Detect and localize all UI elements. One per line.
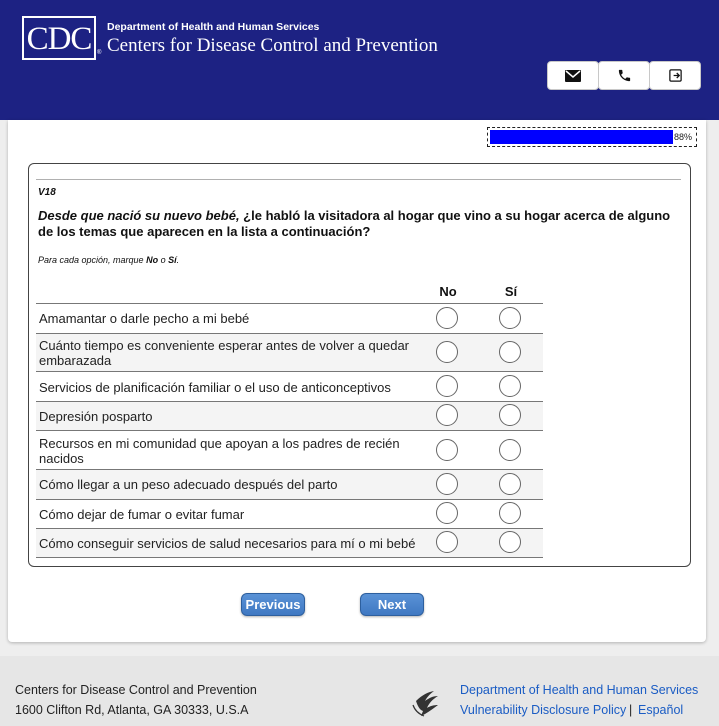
department-name: Department of Health and Human Services [107, 21, 320, 33]
table-row [36, 431, 543, 469]
cdc-logo[interactable] [22, 16, 96, 60]
radio-no[interactable] [436, 502, 458, 524]
row-label: Servicios de planificación familiar o el uso de anticonceptivos [39, 380, 391, 395]
radio-si[interactable] [499, 307, 521, 329]
row-label: Cómo conseguir servicios de salud necesarios para mí o mi bebé [39, 536, 416, 551]
mail-icon [565, 70, 581, 82]
instruction-end: . [176, 255, 180, 265]
instruction-prefix: Para cada opción, marque [38, 255, 147, 265]
radio-si[interactable] [499, 404, 521, 426]
email-button[interactable] [547, 61, 599, 90]
radio-no[interactable] [436, 531, 458, 553]
footer-address: 1600 Clifton Rd, Atlanta, GA 30333, U.S.A [15, 703, 249, 717]
row-label: Amamantar o darle pecho a mi bebé [39, 311, 250, 326]
radio-si[interactable] [499, 375, 521, 397]
row-label: Cómo llegar a un peso adecuado después del parto [39, 477, 338, 492]
table-row [36, 529, 543, 557]
row-label: Depresión posparto [39, 409, 153, 424]
radio-no[interactable] [436, 473, 458, 495]
radio-si[interactable] [499, 341, 521, 363]
logo-text: CDC [26, 21, 92, 57]
exit-icon [668, 68, 683, 83]
divider [36, 179, 681, 180]
spanish-link[interactable]: Español [638, 703, 684, 717]
radio-no[interactable] [436, 341, 458, 363]
instruction-no: No [146, 255, 159, 265]
table-row [36, 334, 543, 371]
progress-fill [490, 130, 673, 144]
next-button[interactable]: Next [360, 593, 424, 616]
footer-org: Centers for Disease Control and Prevention [15, 683, 257, 697]
hhs-eagle-icon [410, 683, 446, 717]
radio-no[interactable] [436, 307, 458, 329]
table-row [36, 402, 543, 430]
row-label: Recursos en mi comunidad que apoyan a los padres de recién nacidos [39, 436, 400, 466]
exit-button[interactable] [649, 61, 701, 90]
radio-no[interactable] [436, 375, 458, 397]
instruction-mid: o [158, 255, 169, 265]
phone-icon [617, 68, 632, 83]
radio-no[interactable] [436, 404, 458, 426]
vulnerability-policy-link[interactable]: Vulnerability Disclosure Policy [460, 703, 627, 717]
hhs-link[interactable]: Department of Health and Human Services [460, 683, 699, 697]
registered-mark: ® [97, 50, 102, 56]
site-header [0, 0, 719, 120]
table-row [36, 304, 543, 333]
question-text-italic: Desde que nació su nuevo bebé, [38, 208, 240, 223]
phone-button[interactable] [598, 61, 650, 90]
radio-si[interactable] [499, 531, 521, 553]
progress-bar [487, 127, 697, 147]
row-label: Cómo dejar de fumar o evitar fumar [39, 507, 245, 522]
column-header-no: No [439, 284, 457, 299]
progress-label: 88% [673, 132, 692, 142]
table-row [36, 500, 543, 528]
question-text [38, 208, 683, 240]
footer-separator: | [629, 703, 633, 717]
radio-no[interactable] [436, 439, 458, 461]
question-instruction [38, 255, 179, 265]
radio-si[interactable] [499, 473, 521, 495]
table-row [36, 470, 543, 499]
previous-button[interactable]: Previous [241, 593, 305, 616]
table-row [36, 372, 543, 401]
row-label: Cuánto tiempo es conveniente esperar antes de volver a quedar embarazada [39, 338, 410, 368]
table-bottom-line [36, 557, 543, 558]
radio-si[interactable] [499, 439, 521, 461]
instruction-si: Sí [168, 255, 177, 265]
agency-name: Centers for Disease Control and Prevention [107, 35, 438, 56]
radio-si[interactable] [499, 502, 521, 524]
question-id: V18 [38, 187, 56, 198]
column-header-si: Sí [504, 284, 518, 299]
question-text-rest: ¿le habló la visitadora al hogar que vino a su hogar acerca de alguno de los temas que aparecen en la lista a continuación? [38, 208, 671, 239]
